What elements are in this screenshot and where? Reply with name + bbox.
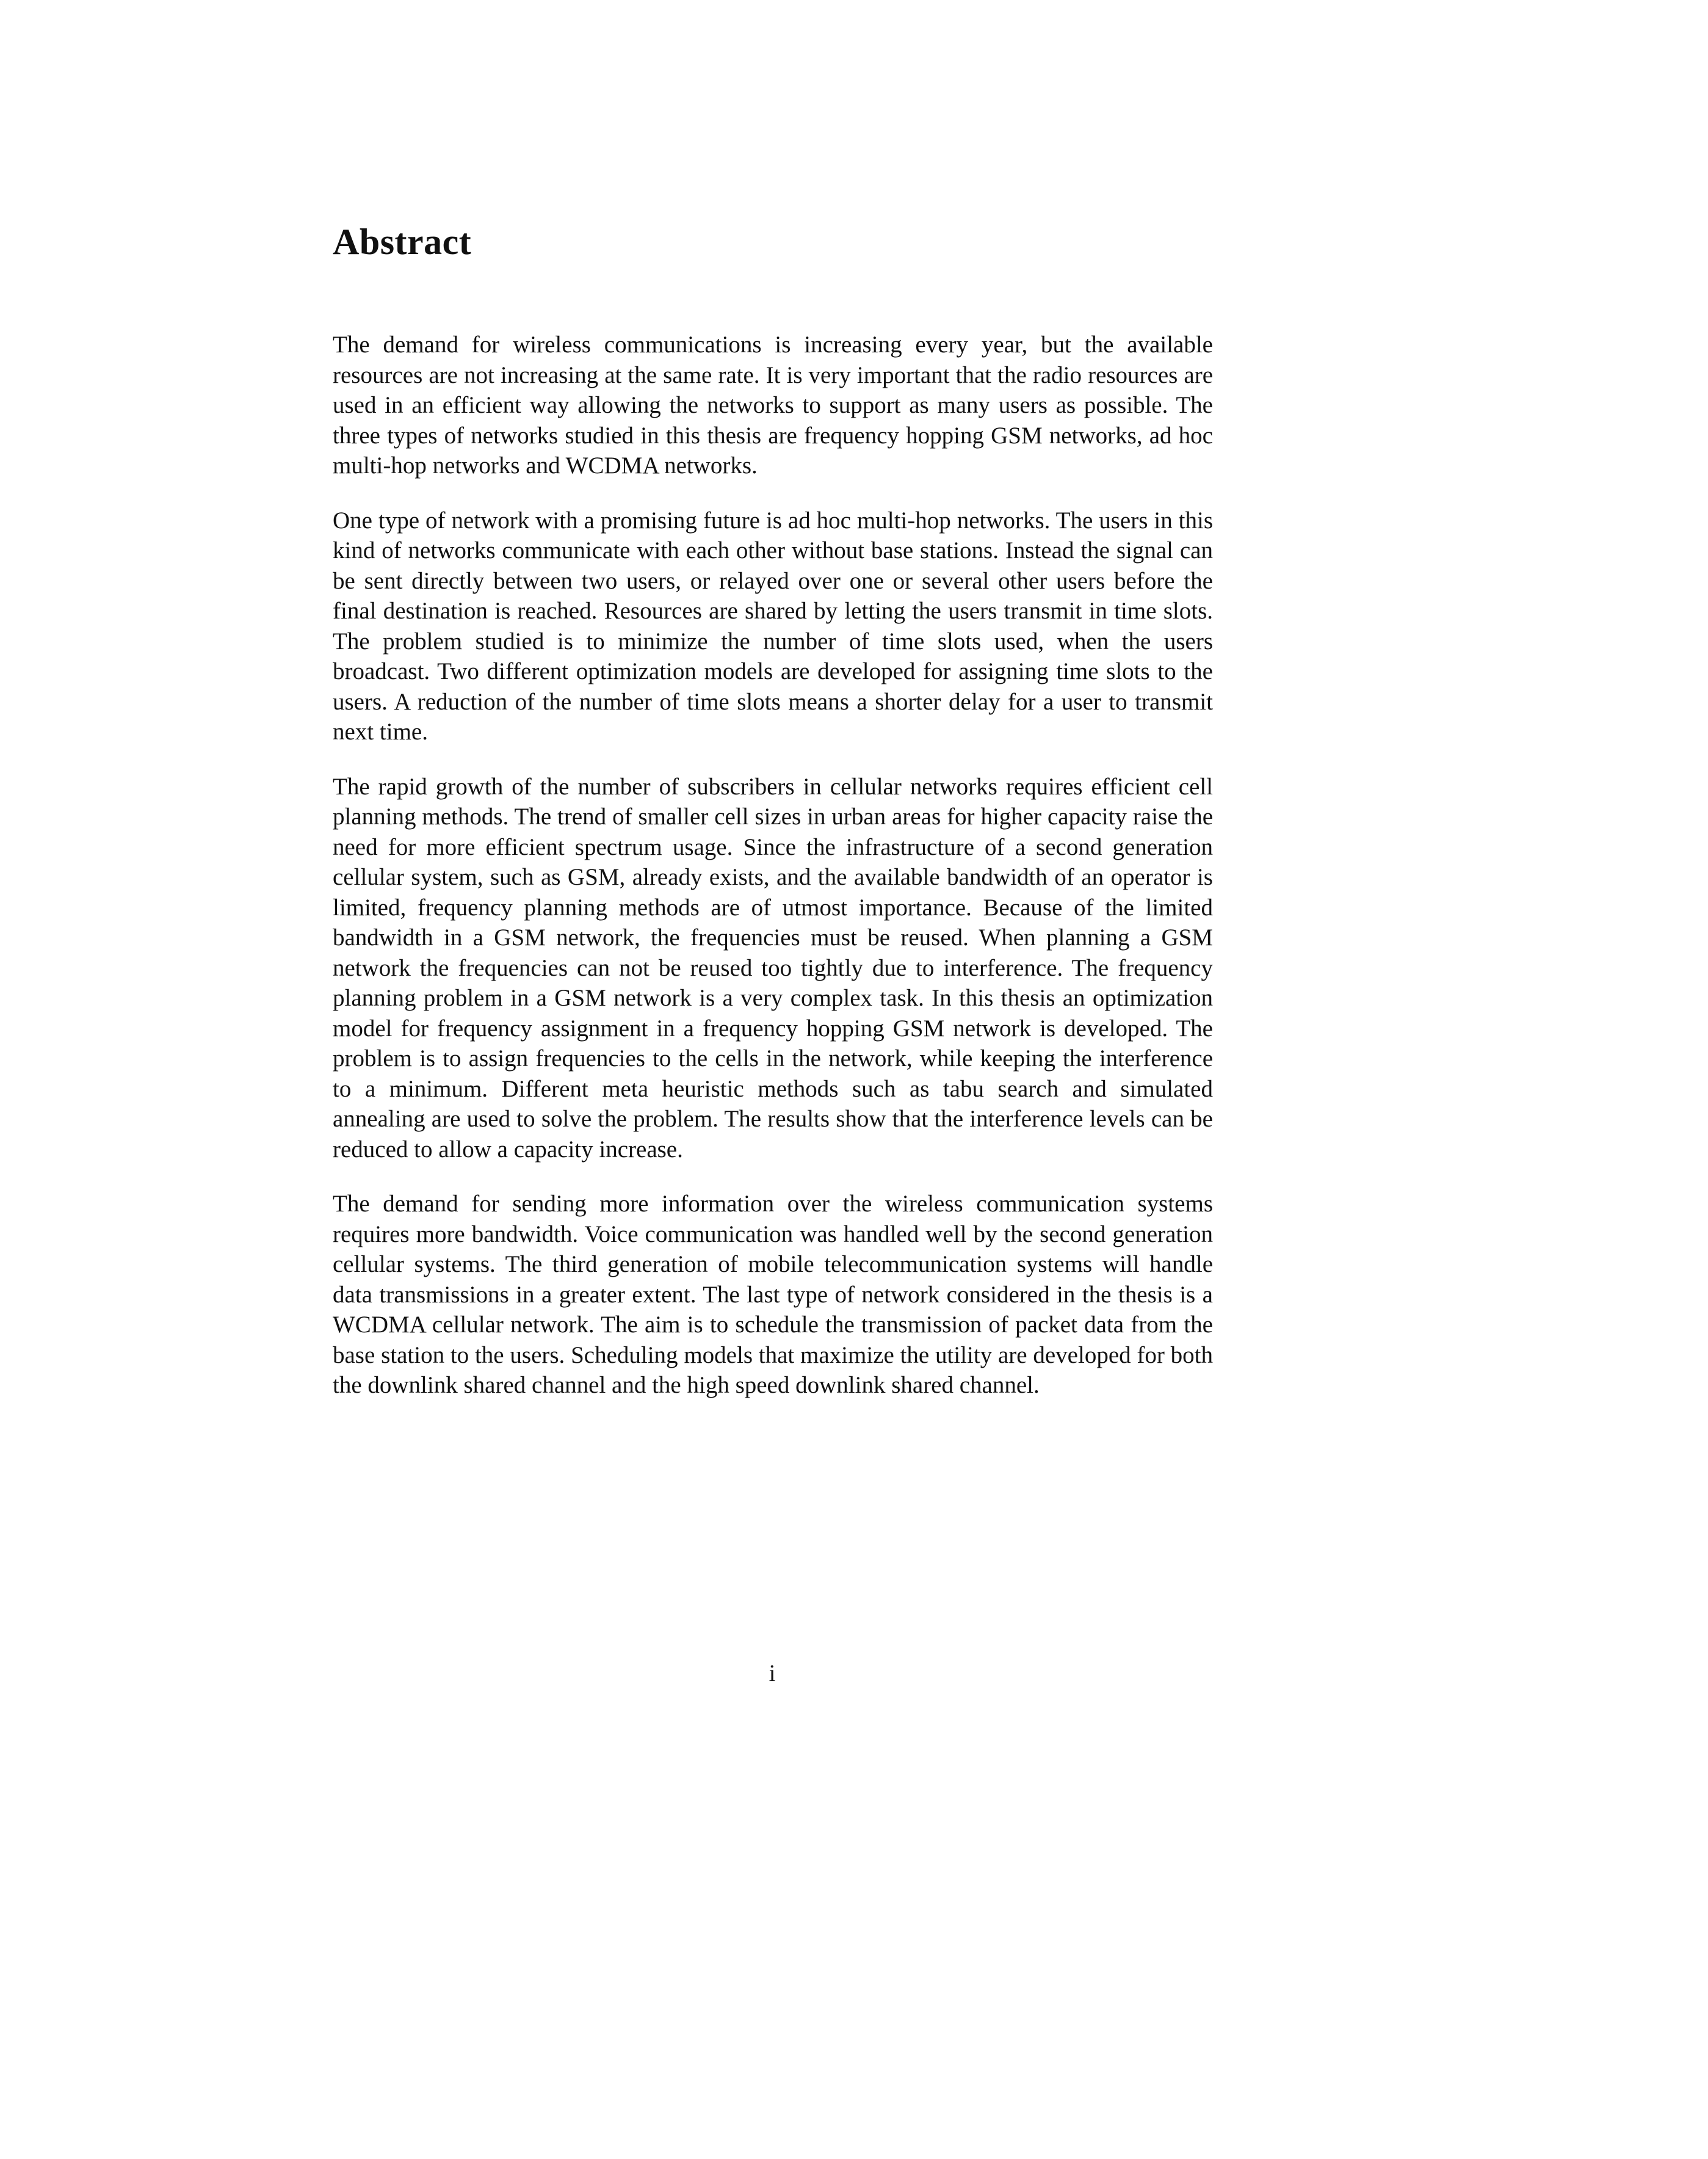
page-content [333,223,1213,1401]
page-title: Abstract [333,222,472,262]
abstract-paragraph-1: The demand for wireless communications is increasing every year, but the available resources are not increasing at the same rate. It is very important that the radio resources are used in an efficient way allowing the networks to support as many users as possible. The three types of networks studied in this thesis are frequency hopping GSM networks, ad hoc multi-hop networks and WCDMA networks. [333,332,1213,479]
abstract-paragraph-2: One type of network with a promising future is ad hoc multi-hop networks. The users in this kind of networks communicate with each other without base stations. Instead the signal can be sent directly between two users, or relayed over one or several other users before the final destination is reached. Resources are shared by letting the users transmit in time slots. The problem studied is to minimize the number of time slots used, when the users broadcast. Two different optimization models are developed for assigning time slots to the users. A reduction of the number of time slots means a shorter delay for a user to transmit next time. [333,507,1213,745]
abstract-paragraph-3: The rapid growth of the number of subscribers in cellular networks requires efficient cell planning methods. The trend of smaller cell sizes in urban areas for higher capacity raise the need for more efficient spectrum usage. Since the infrastructure of a second generation cellular system, such as GSM, already exists, and the available bandwidth of an operator is limited, frequency planning methods are of utmost importance. Because of the limited bandwidth in a GSM network, the frequencies must be reused. When planning a GSM network the frequencies can not be reused too tightly due to interference. The frequency planning problem in a GSM network is a very complex task. In this thesis an optimization model for frequency assignment in a frequency hopping GSM network is developed. The problem is to assign frequencies to the cells in the network, while keeping the interference to a minimum. Different meta heuristic methods such as tabu search and simulated annealing are used to solve the problem. The results show that the interference levels can be reduced to allow a capacity increase. [333,773,1213,1163]
abstract-paragraph-4: The demand for sending more information over the wireless communication systems requires more bandwidth. Voice communication was handled well by the second generation cellular systems. The third generation of mobile telecommunication systems will handle data transmissions in a greater extent. The last type of network considered in the thesis is a WCDMA cellular network. The aim is to schedule the transmission of packet data from the base station to the users. Scheduling models that maximize the utility are developed for both the downlink shared channel and the high speed downlink shared channel. [333,1191,1213,1398]
page-number: i [769,1660,776,1686]
